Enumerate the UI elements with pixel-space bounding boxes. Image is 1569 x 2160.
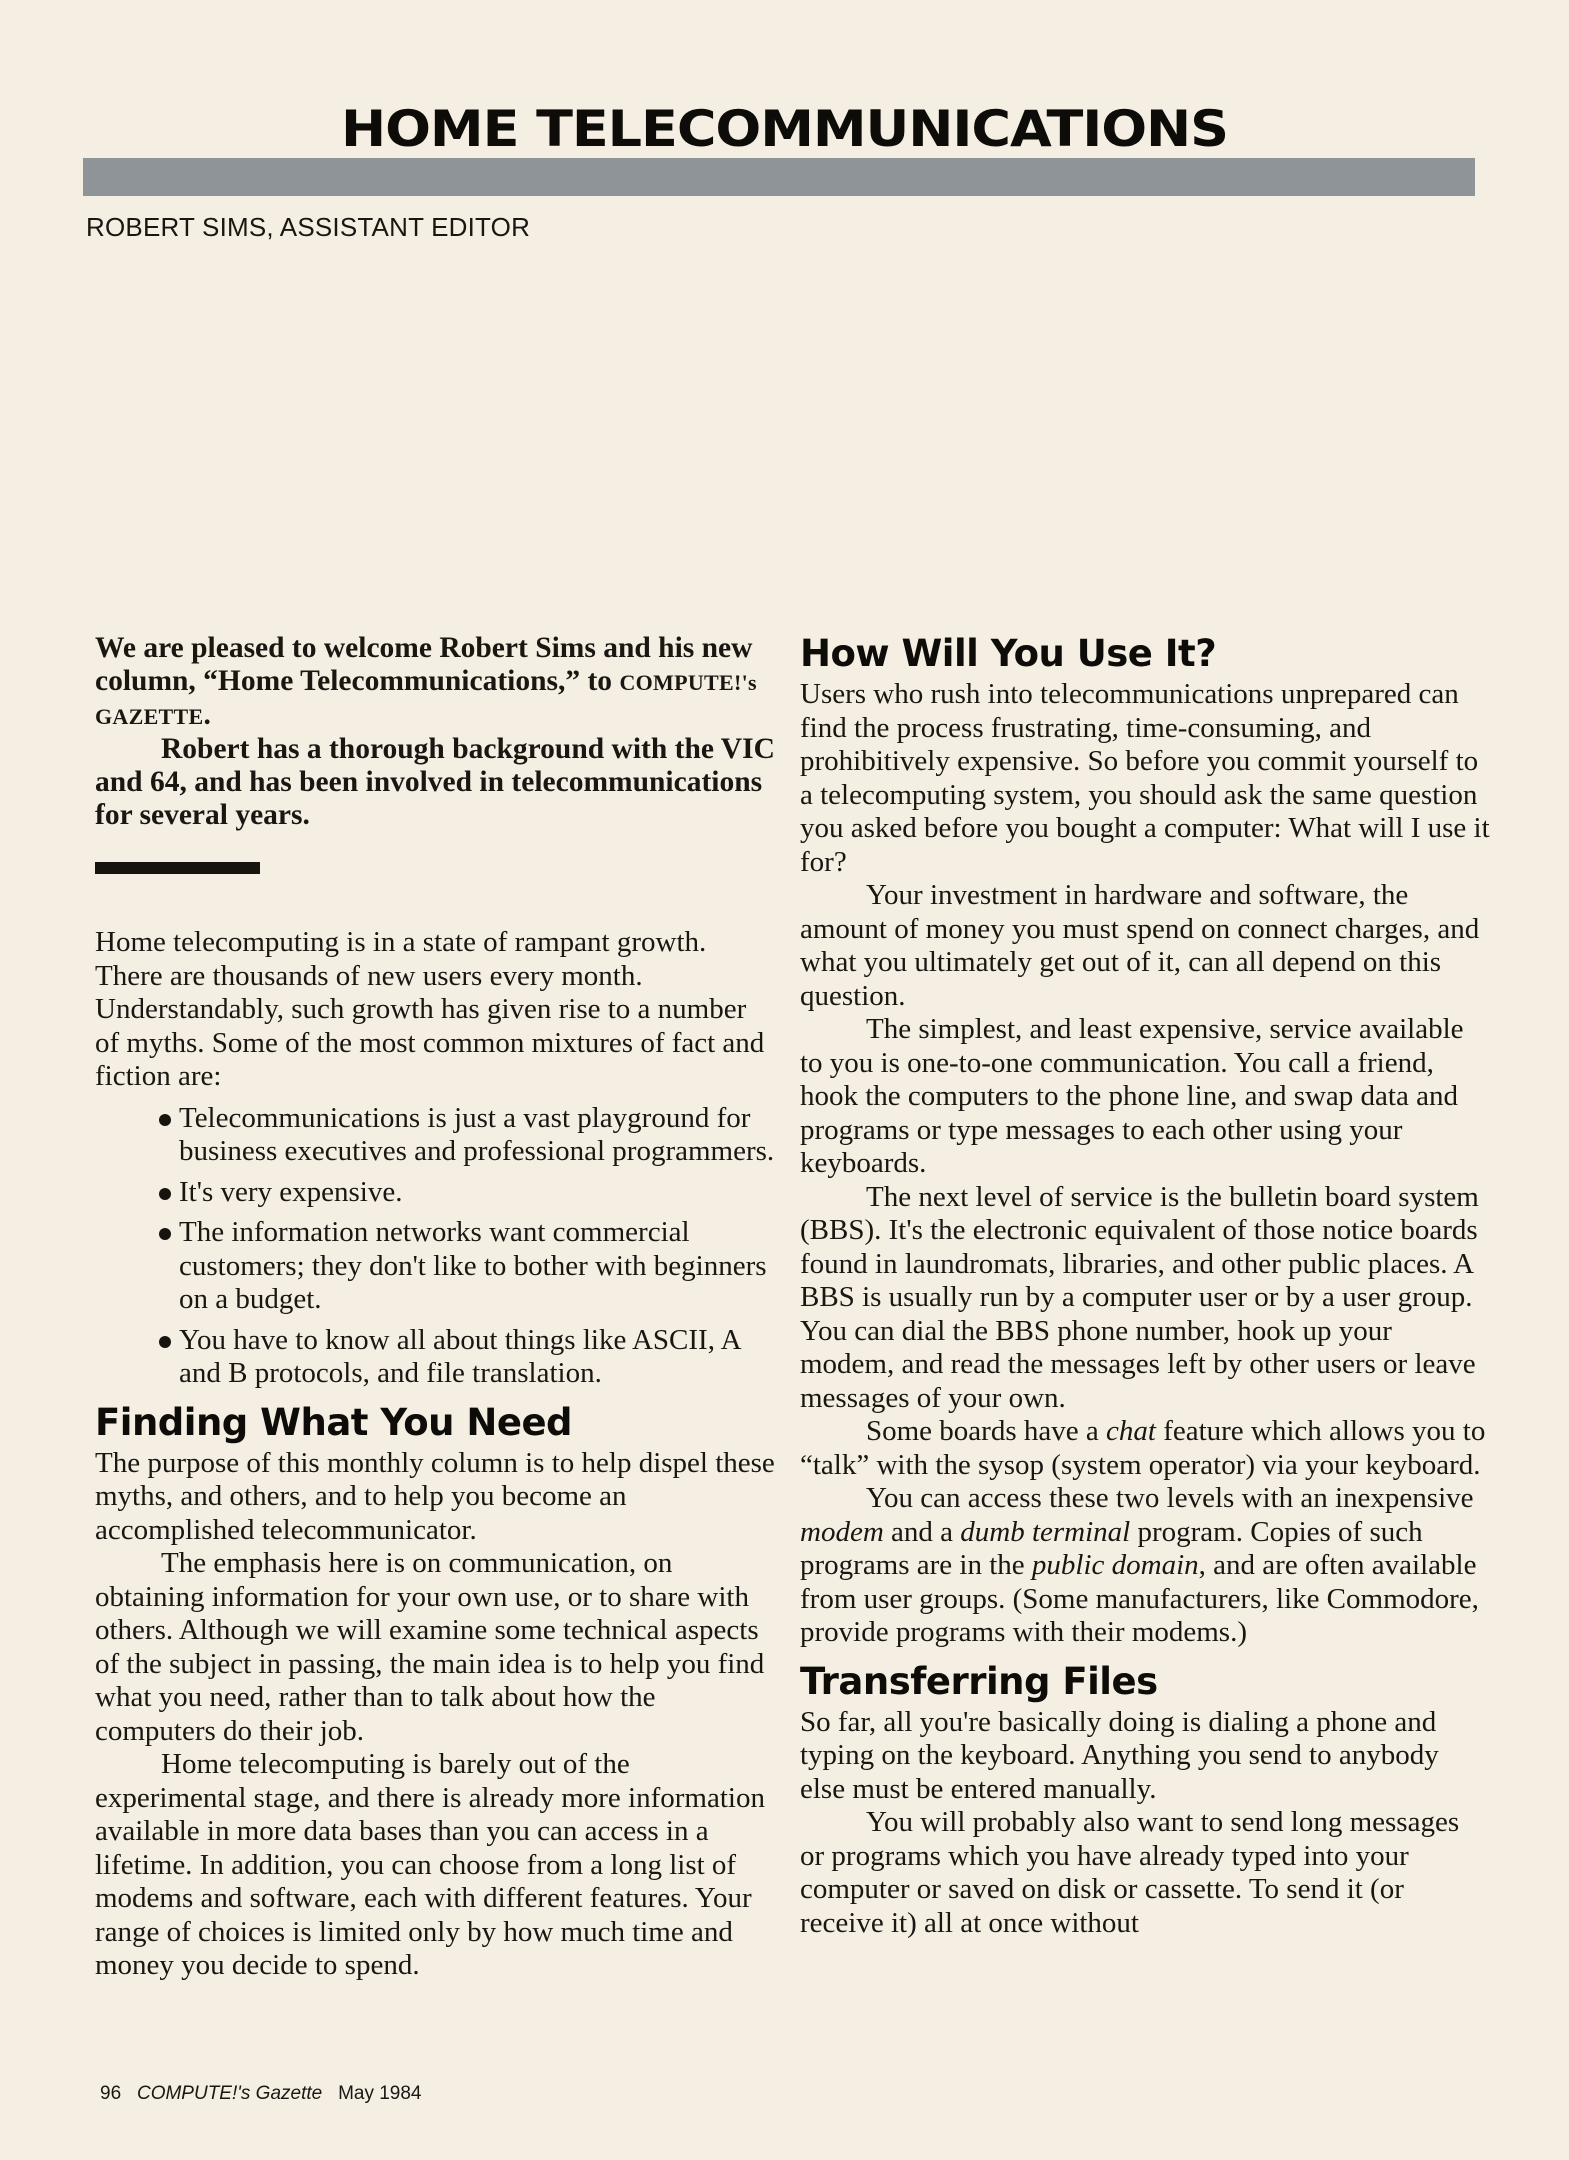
page-footer <box>100 2083 422 2105</box>
intro-paragraph: We are pleased to welcome Robert Sims and his new column, “Home Telecommunications,” to COMPUTE!'s GAZETTE. <box>95 632 757 731</box>
body-paragraph: So far, all you're basically doing is dialing a phone and typing on the keyboard. Anything you send to anybody else must be entered manually. <box>800 1705 1439 1805</box>
body-paragraph: The emphasis here is on communication, on obtaining information for your own use, or to share with others. Although we will examine some technical aspects of the subject in passing, the main idea is to help you find what you need, rather than to talk about how the computers do their job. <box>95 1547 765 1747</box>
term-dumb-terminal: dumb terminal <box>960 1515 1131 1548</box>
list-item: You have to know all about things like ASCII, A and B protocols, and file translation. <box>157 1324 775 1391</box>
body-paragraph: Home telecomputing is barely out of the experimental stage, and there is already more information available in more data bases than you can access in a lifetime. In addition, you can choose from a long list of modems and software, each with different features. Your range of choices is limited only by how much time and money you decide to spend. <box>95 1748 765 1981</box>
body-paragraph: You will probably also want to send long messages or programs which you have already typed into your computer or saved on disk or cassette. To send it (or receive it) all at once without <box>800 1806 1460 1939</box>
left-column <box>95 632 775 1983</box>
list-item: It's very expensive. <box>157 1176 775 1210</box>
title-bar <box>83 158 1475 196</box>
body-paragraph: Your investment in hardware and software, the amount of money you must spend on connect charges, and what you ultimately get out of it, can all depend on this question. <box>800 879 1480 1012</box>
body-paragraph: Users who rush into telecommunications unprepared can find the process frustrating, time-consuming, and prohibitively expensive. So before you commit yourself to a telecomputing system, you should ask the same question you asked before you bought a computer: What will I use it for? <box>800 678 1490 878</box>
body-paragraph: You can access these two levels with an inexpensive modem and a dumb terminal program. Copies of such programs are in the public domain, and are often available from user groups. (Some manufacturers, like Commodore, provide programs with their modems.) <box>800 1482 1479 1648</box>
term-chat: chat <box>1106 1415 1156 1447</box>
list-item: The information networks want commercial customers; they don't like to bother with beginners on a budget. <box>157 1216 775 1317</box>
page-number: 96 <box>100 2083 122 2104</box>
intro-paragraph-2: Robert has a thorough background with the VIC and 64, and has been involved in telecommunications for several years. <box>95 733 775 831</box>
magazine-name: COMPUTE!'s GAZETTE <box>95 670 757 729</box>
column-title: HOME TELECOMMUNICATIONS <box>340 100 1228 158</box>
list-item: Telecommunications is just a vast playground for business executives and professional programmers. <box>157 1102 775 1169</box>
byline: ROBERT SIMS, ASSISTANT EDITOR <box>86 212 531 242</box>
footer-date: May 1984 <box>338 2083 422 2104</box>
body-paragraph: The next level of service is the bulletin board system (BBS). It's the electronic equivalent of those notice boards found in laundromats, libraries, and other public places. A BBS is usually run by a computer user or by a user group. You can dial the BBS phone number, hook up your modem, and read the messages left by other users or leave messages of your own. <box>800 1180 1479 1414</box>
body-paragraph: The simplest, and least expensive, service available to you is one-to-one communication. You call a friend, hook the computers to the phone line, and swap data and programs or type messages to each other using your keyboards. <box>800 1013 1464 1179</box>
footer-magazine: COMPUTE!'s Gazette <box>136 2083 323 2104</box>
heading-finding: Finding What You Need <box>95 1400 573 1444</box>
heading-transfer: Transferring Files <box>800 1659 1158 1703</box>
right-column <box>800 632 1490 1940</box>
body-paragraph: Some boards have a chat feature which allows you to “talk” with the sysop (system operator) via your keyboard. <box>800 1415 1486 1481</box>
myths-list <box>95 1102 775 1391</box>
section-rule <box>95 862 260 874</box>
term-public-domain: public domain <box>1031 1549 1199 1581</box>
body-paragraph: The purpose of this monthly column is to help dispel these myths, and others, and to help you become an accomplished telecommunicator. <box>95 1446 775 1546</box>
heading-use: How Will You Use It? <box>800 632 1217 675</box>
body-paragraph: Home telecomputing is in a state of rampant growth. There are thousands of new users every month. Understandably, such growth has given rise to a number of myths. Some of the most common mixtures of fact and fiction are: <box>95 926 765 1092</box>
term-modem: modem <box>800 1515 884 1548</box>
